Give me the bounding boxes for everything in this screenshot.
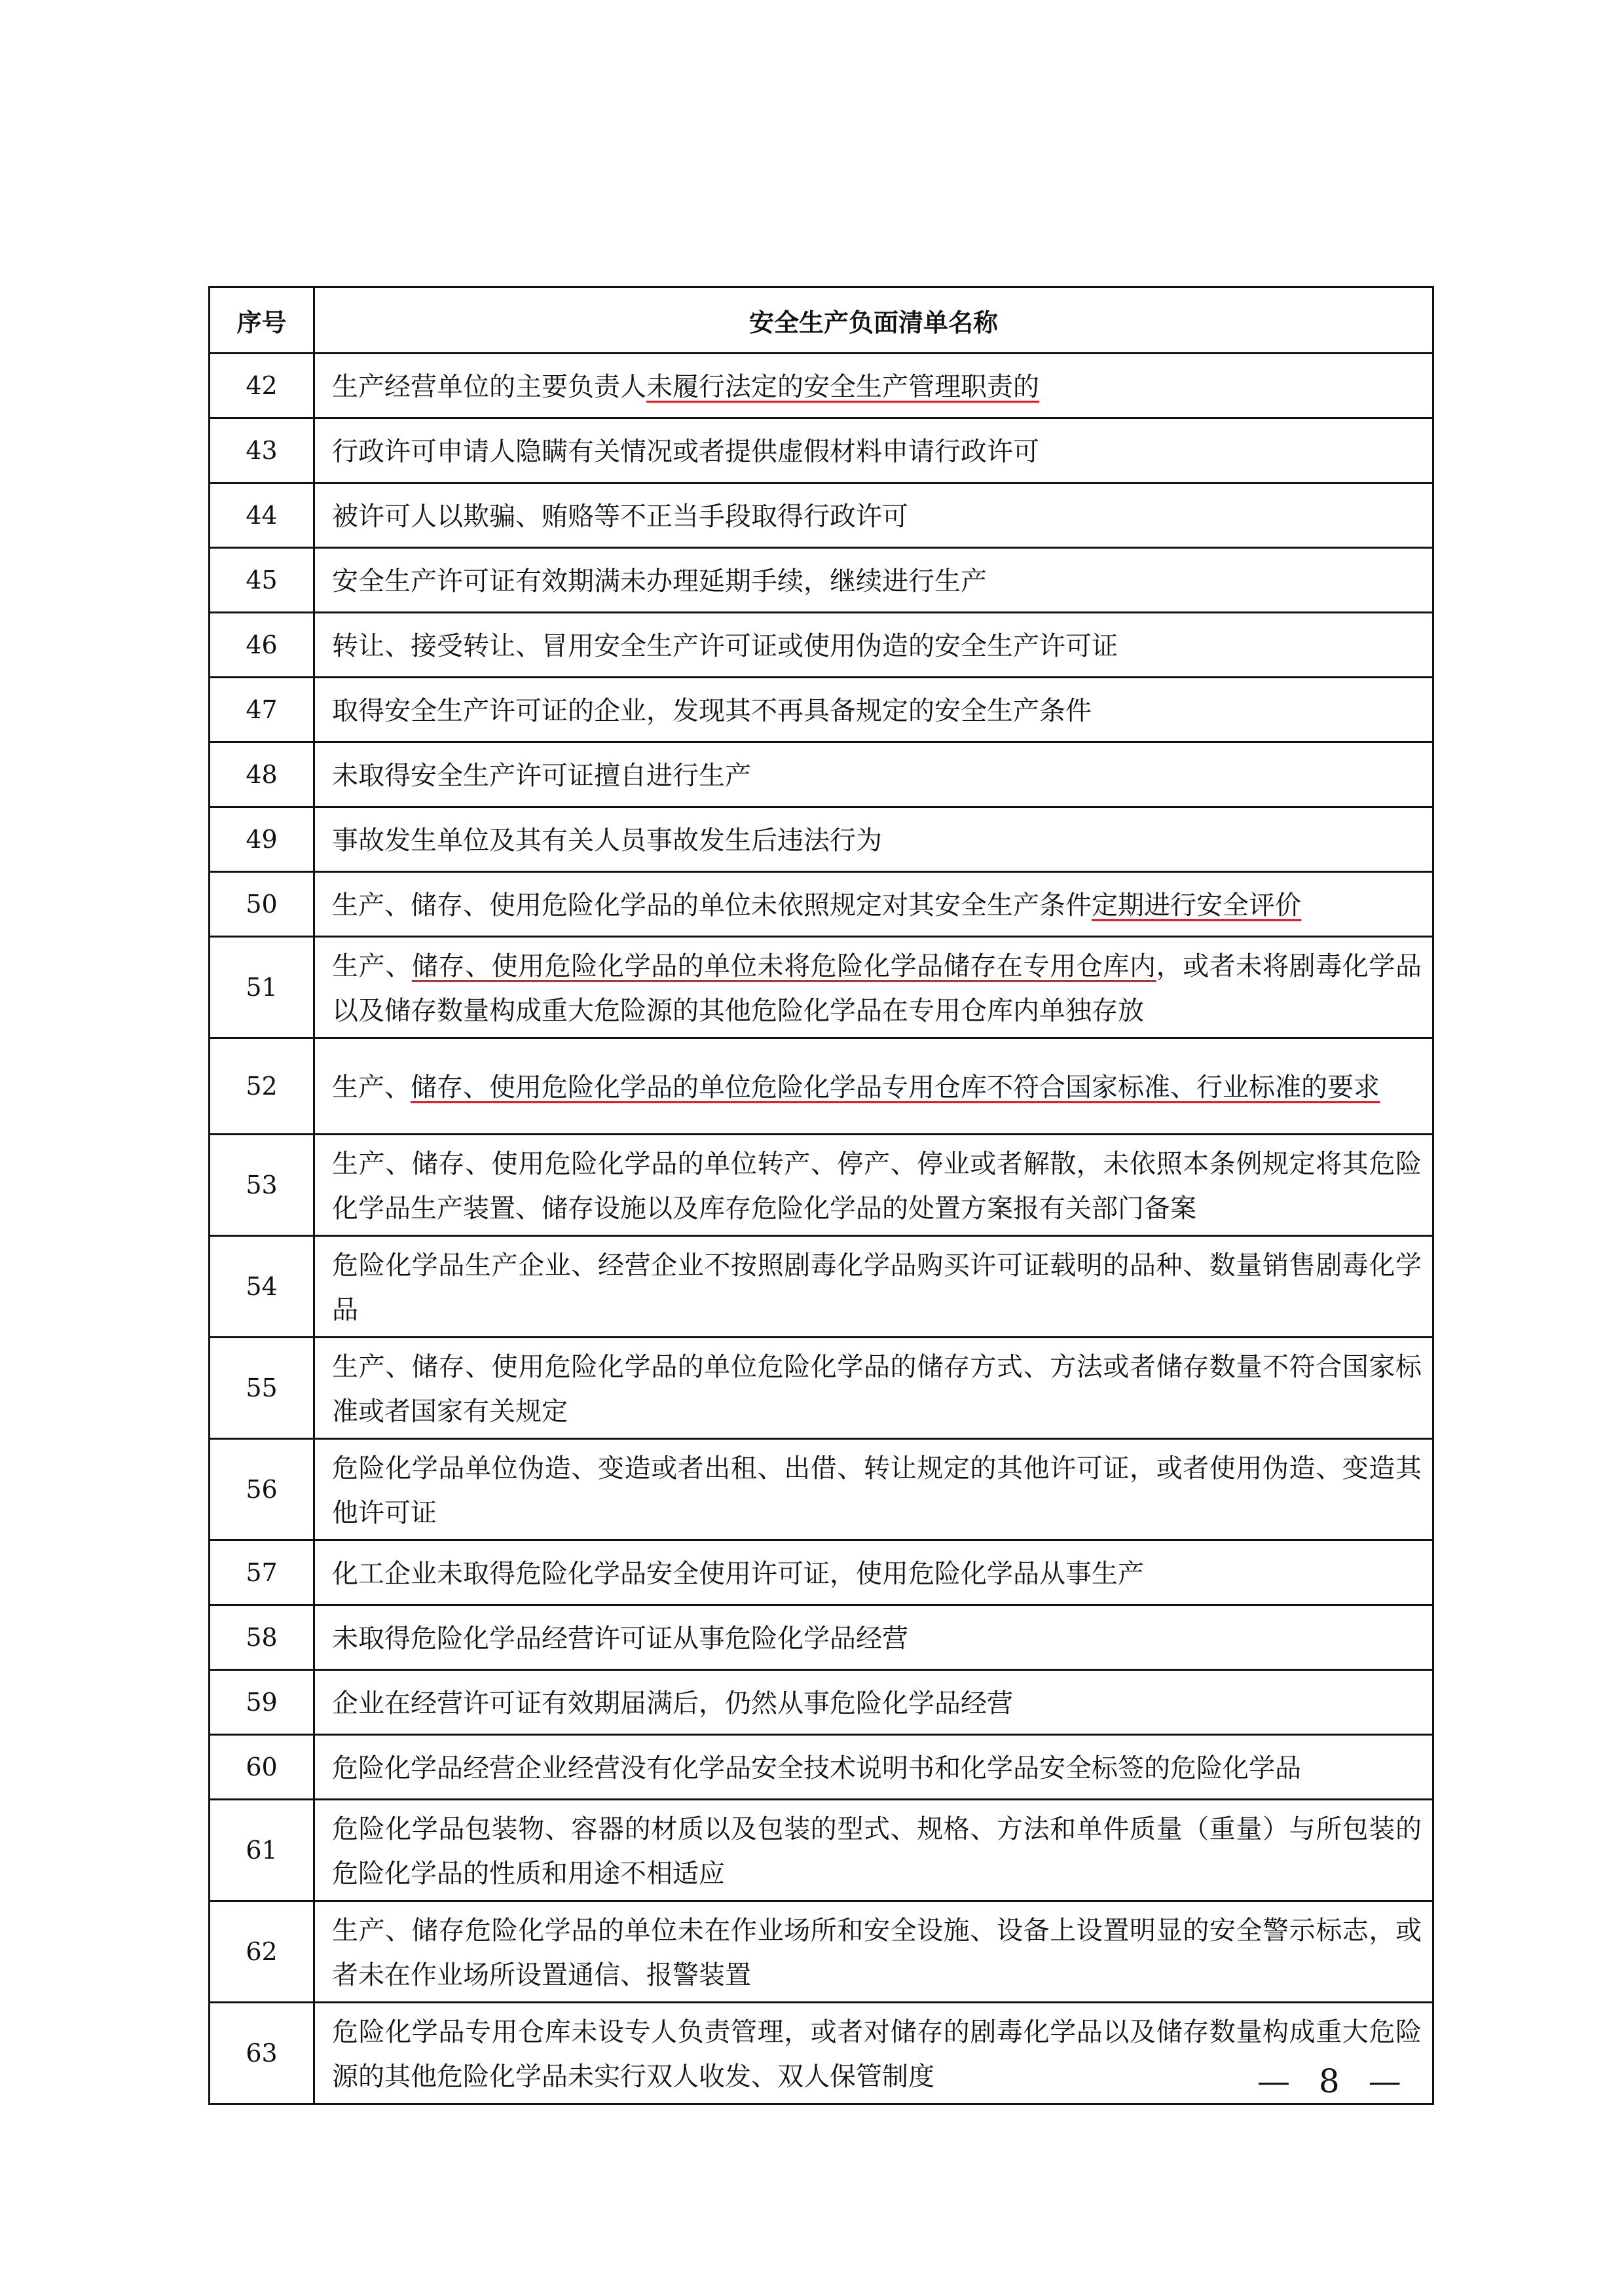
row-seq: 59 <box>210 1670 314 1735</box>
row-name <box>314 937 1433 1038</box>
row-seq: 46 <box>210 613 314 678</box>
row-name <box>314 354 1433 418</box>
row-name <box>314 872 1433 937</box>
row-name <box>314 1135 1433 1236</box>
row-seq: 62 <box>210 1901 314 2003</box>
row-seq: 54 <box>210 1236 314 1338</box>
table-row <box>210 1236 1433 1338</box>
row-seq: 61 <box>210 1800 314 1901</box>
row-text: 转让、接受转让、冒用安全生产许可证或使用伪造的安全生产许可证 <box>332 631 1118 661</box>
table-row <box>210 1901 1433 2003</box>
row-name <box>314 1038 1433 1135</box>
row-name <box>314 548 1433 613</box>
table-row <box>210 1439 1433 1540</box>
header-seq: 序号 <box>210 287 314 354</box>
row-text: 生产、 <box>332 951 412 981</box>
table-row <box>210 1670 1433 1735</box>
row-seq: 43 <box>210 418 314 483</box>
table-row <box>210 1800 1433 1901</box>
row-name <box>314 1439 1433 1540</box>
row-seq: 58 <box>210 1605 314 1670</box>
table-row <box>210 1135 1433 1236</box>
underlined-text: 储存、使用危险化学品的单位危险化学品专用仓库不符合国家标准、行业标准的要求 <box>411 1072 1380 1102</box>
row-seq: 55 <box>210 1338 314 1439</box>
table-row <box>210 613 1433 678</box>
row-text: 化工企业未取得危险化学品安全使用许可证，使用危险化学品从事生产 <box>332 1559 1144 1589</box>
row-seq: 47 <box>210 678 314 742</box>
table-row <box>210 807 1433 872</box>
header-name: 安全生产负面清单名称 <box>314 287 1433 354</box>
row-text: 危险化学品单位伪造、变造或者出租、出借、转让规定的其他许可证，或者使用伪造、变造其他许可证 <box>332 1453 1422 1528</box>
row-name <box>314 1670 1433 1735</box>
row-text: 生产、储存、使用危险化学品的单位危险化学品的储存方式、方法或者储存数量不符合国家标准或者国家有关规定 <box>332 1352 1422 1427</box>
table-body <box>210 354 1433 2104</box>
row-text: 生产、储存危险化学品的单位未在作业场所和安全设施、设备上设置明显的安全警示标志，或者未在作业场所设置通信、报警装置 <box>332 1916 1422 1990</box>
row-seq: 60 <box>210 1735 314 1800</box>
table-row <box>210 872 1433 937</box>
row-text: 企业在经营许可证有效期届满后，仍然从事危险化学品经营 <box>332 1688 1013 1719</box>
table-row <box>210 354 1433 418</box>
table-header-row <box>210 287 1433 354</box>
row-name <box>314 742 1433 807</box>
table-row <box>210 1038 1433 1135</box>
table-row <box>210 1540 1433 1605</box>
table-row <box>210 418 1433 483</box>
row-text: 行政许可申请人隐瞒有关情况或者提供虚假材料申请行政许可 <box>332 437 1039 467</box>
table-row <box>210 483 1433 548</box>
negative-list-table <box>208 286 1434 2105</box>
row-text: ，或者未将剧毒化学品以及储存数量构成重大危险源的其他危险化学品在专用仓库内单独存放 <box>332 951 1422 1026</box>
page-number: — 8 — <box>1257 2062 1411 2100</box>
row-text: 危险化学品经营企业经营没有化学品安全技术说明书和化学品安全标签的危险化学品 <box>332 1753 1301 1783</box>
row-text: 危险化学品包装物、容器的材质以及包装的型式、规格、方法和单件质量（重量）与所包装的危险化学品的性质和用途不相适应 <box>332 1814 1422 1889</box>
row-text: 危险化学品专用仓库未设专人负责管理，或者对储存的剧毒化学品以及储存数量构成重大危险源的其他危险化学品未实行双人收发、双人保管制度 <box>332 2017 1422 2092</box>
row-seq: 52 <box>210 1038 314 1135</box>
row-seq: 42 <box>210 354 314 418</box>
table-row <box>210 937 1433 1038</box>
row-text: 事故发生单位及其有关人员事故发生后违法行为 <box>332 826 882 856</box>
table-row <box>210 548 1433 613</box>
table-row <box>210 1735 1433 1800</box>
row-name <box>314 1800 1433 1901</box>
row-text: 取得安全生产许可证的企业，发现其不再具备规定的安全生产条件 <box>332 696 1092 726</box>
row-name <box>314 1338 1433 1439</box>
row-text: 生产、 <box>332 1072 411 1102</box>
row-text: 生产、储存、使用危险化学品的单位转产、停产、停业或者解散，未依照本条例规定将其危险化学品生产装置、储存设施以及库存危险化学品的处置方案报有关部门备案 <box>332 1149 1422 1224</box>
table-row <box>210 742 1433 807</box>
row-seq: 48 <box>210 742 314 807</box>
row-text: 未取得安全生产许可证擅自进行生产 <box>332 761 751 791</box>
underlined-text: 储存、使用危险化学品的单位未将危险化学品储存在专用仓库内 <box>411 951 1156 981</box>
row-text: 安全生产许可证有效期满未办理延期手续，继续进行生产 <box>332 566 987 596</box>
underlined-text: 未履行法定的安全生产管理职责的 <box>646 372 1039 402</box>
row-name <box>314 1540 1433 1605</box>
row-text: 被许可人以欺骗、贿赂等不正当手段取得行政许可 <box>332 501 908 532</box>
row-name <box>314 418 1433 483</box>
row-seq: 49 <box>210 807 314 872</box>
row-text: 危险化学品生产企业、经营企业不按照剧毒化学品购买许可证载明的品种、数量销售剧毒化学品 <box>332 1250 1422 1325</box>
underlined-text: 定期进行安全评价 <box>1092 890 1301 920</box>
table-row <box>210 2003 1433 2104</box>
row-seq: 44 <box>210 483 314 548</box>
row-seq: 56 <box>210 1439 314 1540</box>
row-name <box>314 483 1433 548</box>
row-name <box>314 1735 1433 1800</box>
row-seq: 63 <box>210 2003 314 2104</box>
row-seq: 51 <box>210 937 314 1038</box>
row-name <box>314 1236 1433 1338</box>
row-seq: 53 <box>210 1135 314 1236</box>
row-name <box>314 678 1433 742</box>
row-seq: 57 <box>210 1540 314 1605</box>
row-name <box>314 1605 1433 1670</box>
row-text: 生产、储存、使用危险化学品的单位未依照规定对其安全生产条件 <box>332 890 1092 920</box>
row-text: 生产经营单位的主要负责人 <box>332 372 646 402</box>
row-name <box>314 1901 1433 2003</box>
row-seq: 50 <box>210 872 314 937</box>
row-name <box>314 613 1433 678</box>
table-row <box>210 1605 1433 1670</box>
row-name <box>314 807 1433 872</box>
table-row <box>210 1338 1433 1439</box>
row-text: 未取得危险化学品经营许可证从事危险化学品经营 <box>332 1624 908 1654</box>
row-seq: 45 <box>210 548 314 613</box>
table-row <box>210 678 1433 742</box>
